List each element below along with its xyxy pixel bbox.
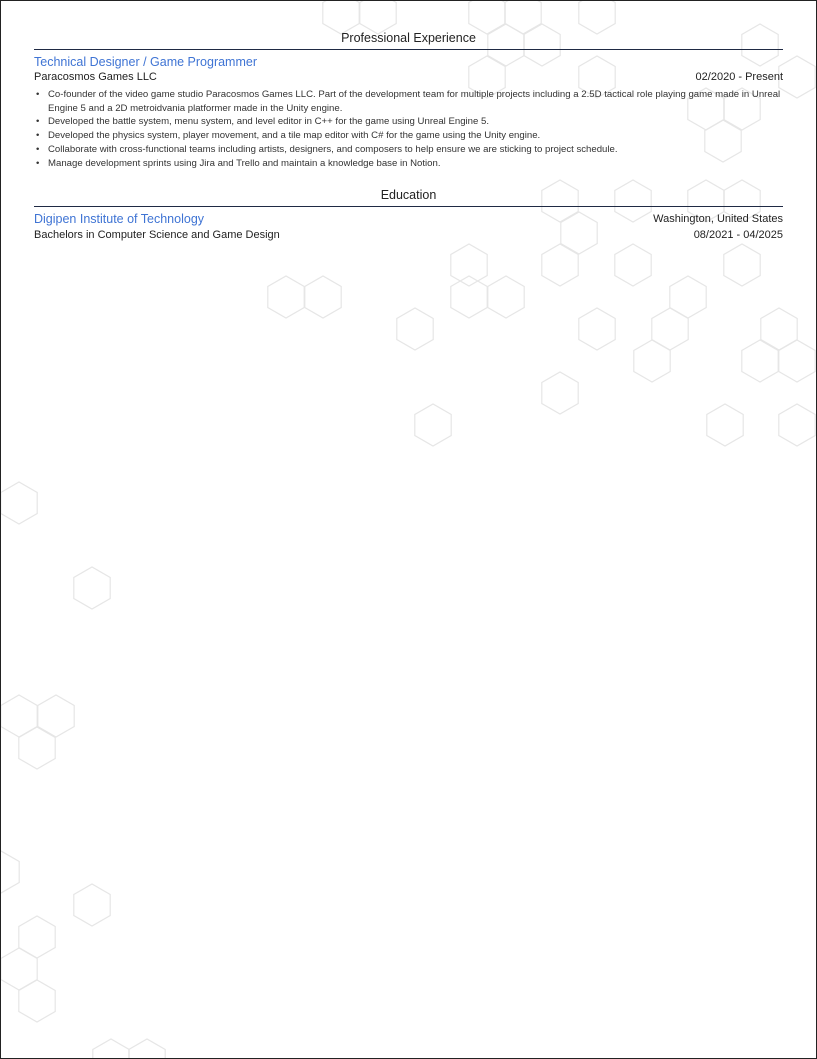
bullet-item: • Co-founder of the video game studio Paracosmos Games LLC. Part of the development team for multiple projects including a 2.5D tactical role playing game made in Unreal Engine 5 and a 2D metroidvania platformer made in the Unity engine.	[34, 88, 783, 115]
education-dates: 08/2021 - 04/2025	[693, 229, 783, 241]
hexagon-shape	[724, 244, 760, 286]
school-location: Washington, United States	[653, 213, 783, 225]
hexagon-shape	[505, 1, 541, 34]
hexagon-shape	[74, 884, 110, 926]
degree: Bachelors in Computer Science and Game Design	[34, 229, 280, 241]
school-name: Digipen Institute of Technology	[34, 212, 205, 226]
section-title-education: Education	[380, 188, 437, 202]
experience-bullets	[34, 88, 783, 170]
hexagon-shape	[615, 244, 651, 286]
hexagon-shape	[451, 244, 487, 286]
bullet-item: • Collaborate with cross-functional teams including artists, designers, and composers to help ensure we are sticking to project schedule.	[34, 143, 783, 157]
hexagon-shape	[360, 1, 396, 34]
job-dates: 02/2020 - Present	[695, 71, 783, 83]
hexagon-shape	[305, 276, 341, 318]
section-divider	[34, 49, 783, 50]
hexagon-shape	[397, 308, 433, 350]
hexagon-shape	[469, 1, 505, 34]
bullet-item: • Manage development sprints using Jira and Trello and maintain a knowledge base in Notion.	[34, 157, 783, 171]
hexagon-shape	[268, 276, 304, 318]
hexagon-shape	[579, 1, 615, 34]
hexagon-shape	[488, 276, 524, 318]
bullet-item: • Developed the battle system, menu system, and level editor in C++ for the game using Unreal Engine 5.	[34, 115, 783, 129]
hexagon-shape	[542, 372, 578, 414]
hexagon-shape	[1, 851, 19, 893]
job-title: Technical Designer / Game Programmer	[34, 55, 257, 69]
hexagon-shape	[779, 56, 815, 98]
section-divider	[34, 206, 783, 207]
hexagon-shape	[1, 482, 37, 524]
hexagon-shape	[451, 276, 487, 318]
hexagon-shape	[779, 404, 815, 446]
hexagon-shape	[74, 567, 110, 609]
hexagon-shape	[93, 1039, 129, 1059]
hexagon-shape	[579, 308, 615, 350]
company-name: Paracosmos Games LLC	[34, 71, 157, 83]
hexagon-shape	[129, 1039, 165, 1059]
hexagon-shape	[323, 1, 359, 34]
bullet-item: • Developed the physics system, player movement, and a tile map editor with C# for the game using the Unity engine.	[34, 129, 783, 143]
hexagon-shape	[707, 404, 743, 446]
section-title-experience: Professional Experience	[341, 31, 476, 45]
hexagon-shape	[415, 404, 451, 446]
